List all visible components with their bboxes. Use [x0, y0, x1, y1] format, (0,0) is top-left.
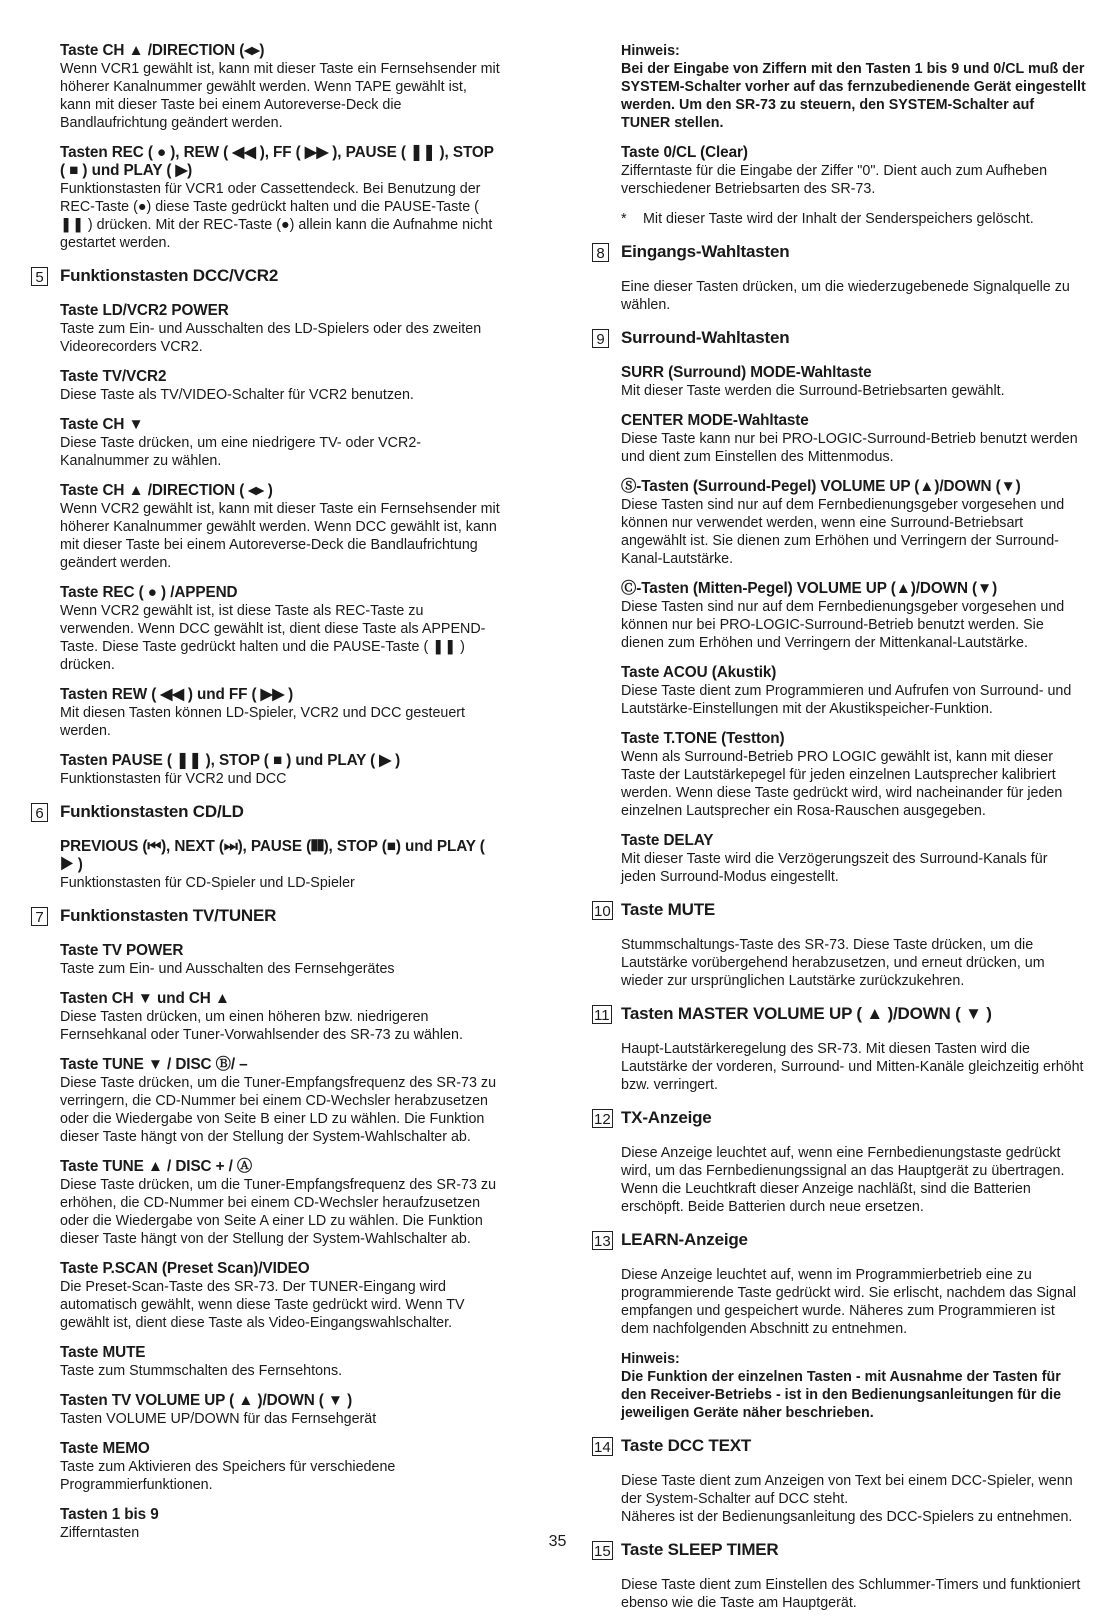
key-body: Zifferntasten — [60, 1525, 140, 1541]
key-body: Diese Taste kann nur bei PRO-LOGIC-Surround-Betrieb benutzt werden und dient zum Einstellen des Mittenmodus. — [621, 431, 1078, 465]
key-description — [60, 584, 501, 674]
section-body-text: Diese Taste dient zum Anzeigen von Text bei einem DCC-Spieler, wenn der System-Schalter auf DCC steht. — [621, 1473, 1073, 1507]
key-title: Taste LD/VCR2 POWER — [60, 302, 229, 319]
left-column — [31, 42, 501, 1554]
bullet-text: Mit dieser Taste wird der Inhalt der Senderspeichers gelöscht. — [643, 211, 1034, 227]
section-heading — [592, 1230, 1086, 1254]
key-title: Taste TUNE ▲ / DISC + / Ⓐ — [60, 1158, 253, 1175]
key-title: Taste MEMO — [60, 1440, 150, 1457]
key-description — [621, 832, 1086, 886]
section-title: Taste SLEEP TIMER — [621, 1540, 779, 1559]
key-description — [60, 1056, 501, 1146]
key-description — [60, 990, 501, 1044]
key-body: Mit dieser Taste wird die Verzögerungszeit des Surround-Kanals für jeden Surround-Modus eingestellt. — [621, 851, 1048, 885]
section-number-box: 10 — [594, 903, 611, 920]
key-body: Wenn VCR1 gewählt ist, kann mit dieser Taste ein Fernsehsender mit höherer Kanalnummer gewählt werden. Wenn TAPE gewählt ist, kann mit dieser Taste bei einem Autoreverse-Deck die Bandlaufrichtung geändert werden. — [60, 61, 500, 131]
key-body: Diese Tasten sind nur auf dem Fernbedienungsgeber vorgesehen und können nur verwendet werden, wenn eine Surround-Betriebsart angewählt ist. Sie dienen zum Erhöhen und Verringern der Surround-Kanal-Lautstärke. — [621, 497, 1065, 567]
section-number-box: 14 — [594, 1439, 611, 1456]
key-body: Mit dieser Taste werden die Surround-Betriebsarten gewählt. — [621, 383, 1005, 399]
key-body: Wenn VCR2 gewählt ist, kann mit dieser Taste ein Fernsehsender mit höherer Kanalnummer gewählt werden. Wenn DCC gewählt ist, kann mit dieser Taste bei einem Autoreverse-Deck die Bandlaufrichtung geändert werden. — [60, 501, 500, 571]
key-title: Tasten REW ( ◀◀ ) und FF ( ▶▶ ) — [60, 686, 294, 703]
section-body: Haupt-Lautstärkeregelung des SR-73. Mit diesen Tasten wird die Lautstärke der vorderen, Surround- und Mitten-Kanäle gleichzeitig erhöht bzw. verringert. — [621, 1041, 1084, 1093]
section-number-box: 6 — [31, 803, 48, 822]
key-title: Taste TUNE ▼ / DISC Ⓑ/ – — [60, 1056, 248, 1073]
key-description — [60, 1260, 501, 1332]
key-body: Tasten VOLUME UP/DOWN für das Fernsehgerät — [60, 1411, 377, 1427]
key-body: Funktionstasten für CD-Spieler und LD-Spieler — [60, 875, 355, 891]
key-title: Taste REC ( ● ) /APPEND — [60, 584, 238, 601]
section-title: Funktionstasten TV/TUNER — [60, 906, 277, 925]
section-number-box: 7 — [31, 907, 48, 926]
section-number-box: 12 — [594, 1111, 611, 1128]
section-heading — [592, 242, 1086, 266]
key-title: Ⓒ-Tasten (Mitten-Pegel) VOLUME UP (▲)/DOWN (▼) — [621, 580, 998, 597]
key-title: Tasten PAUSE ( ❚❚ ), STOP ( ■ ) und PLAY ( ▶ ) — [60, 752, 401, 769]
section-body: Diese Anzeige leuchtet auf, wenn im Programmierbetrieb eine zu programmierende Taste gedrückt wird. Sie erlischt, nachdem das Signal empfangen und gespeichert wurde. Näheres zum Programmieren ist dem nachfolgenden Abschnitt zu entnehmen. — [621, 1267, 1077, 1337]
key-body: Funktionstasten für VCR1 oder Cassettendeck. Bei Benutzung der REC-Taste (●) diese Taste gedrückt halten und die PAUSE-Taste ( ❚❚ ) drücken. Mit der REC-Taste (●) allein kann die Aufnahme nicht gestartet werden. — [60, 181, 493, 251]
key-title: Taste T.TONE (Testton) — [621, 730, 785, 747]
key-title: Taste CH ▲ /DIRECTION (◂▸) — [60, 42, 265, 59]
section-heading — [31, 906, 501, 930]
key-title: Taste ACOU (Akustik) — [621, 664, 777, 681]
key-title: Tasten TV VOLUME UP ( ▲ )/DOWN ( ▼ ) — [60, 1392, 353, 1409]
hint-note — [621, 42, 1086, 132]
section-number-box: 11 — [594, 1007, 610, 1024]
page-number: 35 — [548, 1533, 567, 1550]
section-heading — [592, 1436, 1086, 1460]
key-title: Taste MUTE — [60, 1344, 146, 1361]
key-body: Diese Tasten sind nur auf dem Fernbedienungsgeber vorgesehen und können nur bei PRO-LOGIC-Surround-Betrieb benutzt werden. Sie dienen zum Erhöhen und Verringern der Mittenkanal-Lautstärke. — [621, 599, 1065, 651]
key-description — [60, 752, 501, 788]
key-description — [621, 730, 1086, 820]
key-title: Taste TV POWER — [60, 942, 184, 959]
key-title: SURR (Surround) MODE-Wahltaste — [621, 364, 872, 381]
key-description — [621, 364, 1086, 400]
key-description — [621, 144, 1086, 198]
key-description — [621, 478, 1086, 568]
key-title: PREVIOUS (⏮), NEXT (⏭), PAUSE (❚❚), STOP (■) und PLAY ( ▶ ) — [60, 838, 485, 873]
section-heading — [592, 900, 1086, 924]
key-title: Tasten 1 bis 9 — [60, 1506, 159, 1523]
hint-label: Hinweis: — [621, 43, 680, 59]
key-description — [60, 1440, 501, 1494]
key-body: Zifferntaste für die Eingabe der Ziffer "0". Dient auch zum Aufheben verschiedener Betriebsarten des SR-73. — [621, 163, 1048, 197]
section-heading — [592, 1108, 1086, 1132]
key-description — [621, 664, 1086, 718]
key-title: Tasten CH ▼ und CH ▲ — [60, 990, 230, 1007]
key-title: Taste DELAY — [621, 832, 714, 849]
section-body — [621, 1472, 1086, 1526]
key-title: CENTER MODE-Wahltaste — [621, 412, 809, 429]
section-heading — [31, 802, 501, 826]
key-description — [60, 942, 501, 978]
section-title: Taste MUTE — [621, 900, 716, 919]
key-description — [60, 368, 501, 404]
key-description — [60, 482, 501, 572]
hint-text: Die Funktion der einzelnen Tasten - mit Ausnahme der Tasten für den Receiver-Betriebs - ist in den Bedienungsanleitungen für die jeweiligen Geräte näher beschrieben. — [621, 1369, 1062, 1421]
section-title: Funktionstasten DCC/VCR2 — [60, 266, 279, 285]
key-body: Diese Taste drücken, um die Tuner-Empfangsfrequenz des SR-73 zu erhöhen, die CD-Nummer bei einem CD-Wechsler heraufzusetzen oder die Wiedergabe von Seite A einer LD zu wählen. Die Funktion dieser Taste hängt von der Stellung der System-Wahlschalter ab. — [60, 1177, 497, 1247]
key-body: Die Preset-Scan-Taste des SR-73. Der TUNER-Eingang wird automatisch gewählt, wenn diese Taste gedrückt wird. Wenn TV gewählt ist, dient diese Taste als Video-Eingangswahlschalter. — [60, 1279, 465, 1331]
key-body: Taste zum Aktivieren des Speichers für verschiedene Programmierfunktionen. — [60, 1459, 396, 1493]
section-title: Taste DCC TEXT — [621, 1436, 752, 1455]
key-description — [60, 416, 501, 470]
key-description — [60, 1344, 501, 1380]
key-body: Taste zum Ein- und Ausschalten des Fernsehgerätes — [60, 961, 395, 977]
key-description — [60, 302, 501, 356]
section-body: Eine dieser Tasten drücken, um die wiederzugebenede Signalquelle zu wählen. — [621, 279, 1070, 313]
hint-note — [621, 1350, 1086, 1422]
section-body: Diese Anzeige leuchtet auf, wenn eine Fernbedienungstaste gedrückt wird, um das Fernbedienungssignal an das Hauptgerät zu übertragen. Wenn die Leuchtkraft dieser Anzeige nachläßt, sind die Batterien erschöpft. Beide Batterien durch neue ersetzen. — [621, 1145, 1065, 1215]
key-body: Taste zum Ein- und Ausschalten des LD-Spielers oder des zweiten Videorecorders VCR2. — [60, 321, 482, 355]
section-title: Tasten MASTER VOLUME UP ( ▲ )/DOWN ( ▼ ) — [621, 1004, 992, 1023]
key-body: Wenn VCR2 gewählt ist, ist diese Taste als REC-Taste zu verwenden. Wenn DCC gewählt ist, dient diese Taste als APPEND-Taste. Diese Taste gedrückt halten und die PAUSE-Taste ( ❚❚ ) drücken. — [60, 603, 486, 673]
key-title: Taste 0/CL (Clear) — [621, 144, 748, 161]
section-title: Surround-Wahltasten — [621, 328, 790, 347]
key-description — [621, 412, 1086, 466]
hint-label: Hinweis: — [621, 1351, 680, 1367]
bullet-star: * — [621, 211, 627, 227]
key-description — [621, 580, 1086, 652]
key-description — [60, 838, 501, 892]
section-title: TX-Anzeige — [621, 1108, 712, 1127]
key-title: Taste CH ▼ — [60, 416, 144, 433]
bullet-note — [621, 210, 1086, 228]
key-body: Taste zum Stummschalten des Fernsehtons. — [60, 1363, 343, 1379]
key-title: Taste CH ▲ /DIRECTION ( ◂▸ ) — [60, 482, 273, 499]
section-body: Stummschaltungs-Taste des SR-73. Diese Taste drücken, um die Lautstärke vorübergehend herabzusetzen, und erneut drücken, um wieder zur ursprünglichen Lautstärke zurückzukehren. — [621, 937, 1045, 989]
section-body — [621, 1576, 1086, 1612]
section-heading — [31, 266, 501, 290]
section-title: Eingangs-Wahltasten — [621, 242, 790, 261]
section-body-text: Näheres ist der Bedienungsanleitung des DCC-Spielers zu entnehmen. — [621, 1509, 1073, 1525]
key-body: Funktionstasten für VCR2 und DCC — [60, 771, 287, 787]
key-body: Wenn als Surround-Betrieb PRO LOGIC gewählt ist, kann mit dieser Taste der Lautstärkepegel für jeden einzelnen Lautsprecher kalibriert werden. Wenn diese Taste gedrückt wird, wird nacheinander für jeden einzelnen Lautsprecher ein Rosa-Rauschen ausgegeben. — [621, 749, 1063, 819]
section-number-box: 8 — [592, 243, 609, 262]
section-number-box: 13 — [594, 1233, 611, 1250]
key-title: Taste TV/VCR2 — [60, 368, 167, 385]
section-body-text: Diese Taste dient zum Einstellen des Schlummer-Timers und funktioniert ebenso wie die Taste am Hauptgerät. — [621, 1577, 1081, 1611]
key-description — [60, 1392, 501, 1428]
key-description — [60, 686, 501, 740]
key-description — [60, 144, 501, 252]
right-column — [592, 42, 1086, 1624]
section-heading — [592, 328, 1086, 352]
key-body: Diese Taste drücken, um die Tuner-Empfangsfrequenz des SR-73 zu verringern, die CD-Nummer bei einem CD-Wechsler herabzusetzen oder die Wiedergabe von Seite B einer LD zu wählen. Die Funktion dieser Taste hängt von der Stellung der System-Wahlschalter ab. — [60, 1075, 497, 1145]
key-title: Ⓢ-Tasten (Surround-Pegel) VOLUME UP (▲)/DOWN (▼) — [621, 478, 1021, 495]
hint-text: Bei der Eingabe von Ziffern mit den Tasten 1 bis 9 und 0/CL muß der SYSTEM-Schalter vorher auf das fernzubedienende Gerät eingestellt werden. Um den SR-73 zu steuern, den SYSTEM-Schalter auf TUNER stellen. — [621, 61, 1086, 131]
key-title: Taste P.SCAN (Preset Scan)/VIDEO — [60, 1260, 310, 1277]
section-title: Funktionstasten CD/LD — [60, 802, 244, 821]
key-description — [60, 1158, 501, 1248]
key-body: Diese Taste drücken, um eine niedrigere TV- oder VCR2-Kanalnummer zu wählen. — [60, 435, 422, 469]
section-number-box: 5 — [31, 267, 48, 286]
section-title: LEARN-Anzeige — [621, 1230, 748, 1249]
key-title: Tasten REC ( ● ), REW ( ◀◀ ), FF ( ▶▶ ), PAUSE ( ❚❚ ), STOP ( ■ ) und PLAY ( ▶) — [60, 144, 494, 179]
section-heading — [592, 1004, 1086, 1028]
key-description — [60, 42, 501, 132]
section-number-box: 15 — [594, 1543, 611, 1560]
key-body: Diese Taste als TV/VIDEO-Schalter für VCR2 benutzen. — [60, 387, 414, 403]
key-body: Diese Taste dient zum Programmieren und Aufrufen von Surround- und Lautstärke-Einstellungen mit der Akustikspeicher-Funktion. — [621, 683, 1072, 717]
key-body: Diese Tasten drücken, um einen höheren bzw. niedrigeren Fernsehkanal oder Tuner-Vorwahlsender des SR-73 zu wählen. — [60, 1009, 463, 1043]
key-body: Mit diesen Tasten können LD-Spieler, VCR2 und DCC gesteuert werden. — [60, 705, 466, 739]
section-number-box: 9 — [592, 329, 609, 348]
